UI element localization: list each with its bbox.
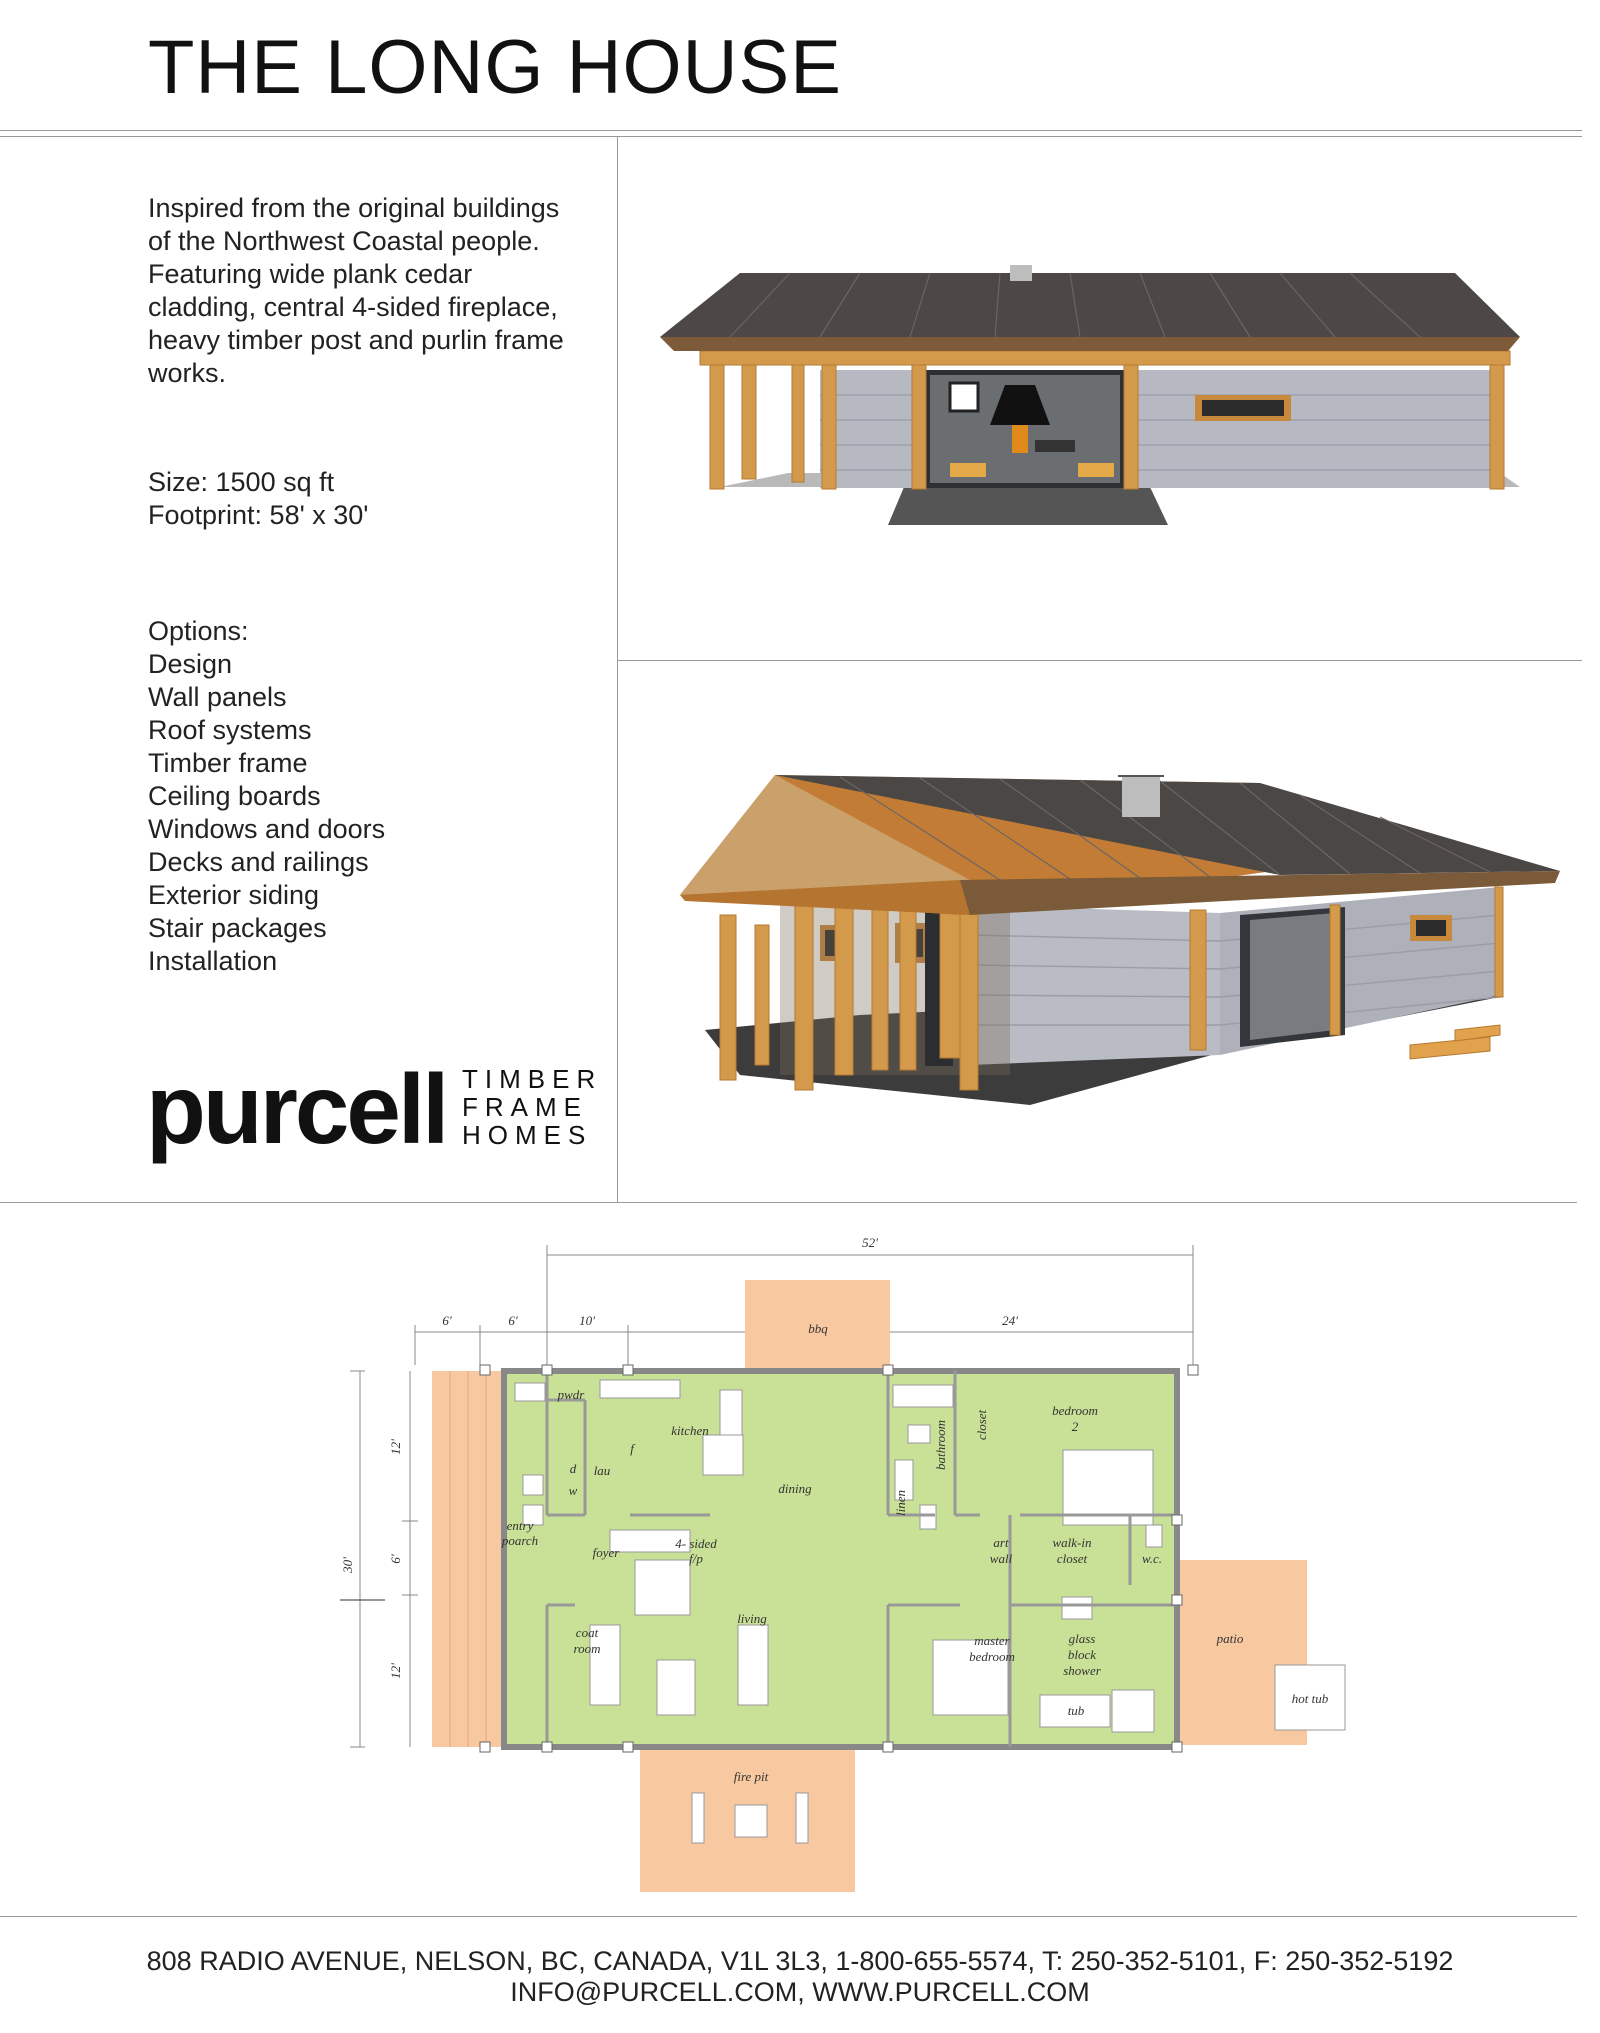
footer-web: INFO@PURCELL.COM, WWW.PURCELL.COM: [510, 1977, 1090, 2007]
room-label: closet: [1056, 1551, 1088, 1566]
plan-rule: [0, 1202, 1577, 1203]
room-label: d: [569, 1461, 577, 1476]
room-label: bathroom: [933, 1419, 948, 1471]
room-label-bedroom-2: bedroom: [1052, 1403, 1098, 1418]
house-render-perspective: [640, 775, 1570, 1115]
page-title: THE LONG HOUSE: [148, 25, 842, 110]
dim-total: 52': [862, 1235, 878, 1250]
dim-label: 12': [388, 1439, 403, 1455]
metal-roof: [660, 273, 1520, 337]
room-label: w: [568, 1483, 578, 1498]
render-divider: [617, 660, 1582, 661]
room-label-master-bedroom: master: [974, 1633, 1010, 1648]
footprint-spec: Footprint: 58' x 30': [148, 500, 369, 530]
description: Inspired from the original buildings of the Northwest Coastal people. Featuring wide plank cedar cladding, central 4-sided fireplace, heavy timber post and purlin frame works.: [148, 193, 564, 388]
room-label: f/p: [689, 1551, 703, 1566]
logo-wordmark: purcell: [146, 1054, 447, 1164]
room-label: pwdr: [557, 1387, 585, 1402]
size-spec: Size: 1500 sq ft: [148, 467, 335, 497]
room-label-dining: dining: [778, 1481, 812, 1496]
footer-rule: [0, 1916, 1577, 1917]
list-item: Decks and railings: [148, 847, 369, 877]
room-label-tub: tub: [1067, 1703, 1085, 1718]
room-label-kitchen: kitchen: [671, 1423, 709, 1438]
house-render-front: [640, 265, 1570, 535]
room-label: f: [630, 1441, 634, 1456]
header-rule-top: [0, 130, 1582, 131]
dim-label: 6': [442, 1313, 452, 1328]
room-label: shower: [1063, 1663, 1101, 1678]
footer-address: 808 RADIO AVENUE, NELSON, BC, CANADA, V1L 3L3, 1-800-655-5574, T: 250-352-5101, F: 250-352-5192: [146, 1946, 1454, 1976]
floor-plan: [340, 1225, 1360, 1915]
room-label: block: [1067, 1647, 1097, 1662]
header-rule-bottom: [0, 136, 1582, 137]
options-list: [148, 615, 385, 978]
room-label-patio: patio: [1216, 1631, 1244, 1646]
list-item: Design: [148, 649, 233, 679]
list-item: Ceiling boards: [148, 781, 321, 811]
room-label-walk-in: walk-in: [1052, 1535, 1092, 1550]
room-label-fireplace: 4- sided: [675, 1536, 717, 1551]
room-label-entry: entry: [506, 1518, 534, 1533]
footer-contact: [0, 1946, 1600, 2008]
options-heading: Options:: [148, 616, 249, 646]
room-label: lau: [593, 1463, 611, 1478]
dim-label: 6': [388, 1554, 403, 1564]
room-label-hot-tub: hot tub: [1291, 1691, 1329, 1706]
list-item: Timber frame: [148, 748, 308, 778]
room-label-living: living: [737, 1611, 767, 1626]
room-label-shower: glass: [1068, 1631, 1096, 1646]
room-label: bedroom: [969, 1649, 1015, 1664]
room-label-fire-pit: fire pit: [733, 1769, 769, 1784]
dim-depth: 30': [340, 1557, 355, 1573]
room-label: 2: [1071, 1419, 1079, 1434]
room-label-foyer: foyer: [592, 1545, 620, 1560]
room-label: linen: [893, 1490, 908, 1516]
list-item: Wall panels: [148, 682, 287, 712]
room-label: poarch: [501, 1533, 539, 1548]
dim-label: 12': [388, 1663, 403, 1679]
list-item: Roof systems: [148, 715, 312, 745]
list-item: Exterior siding: [148, 880, 320, 910]
room-label-art-wall: art: [993, 1535, 1009, 1550]
room-label-coat-room: coat: [575, 1625, 599, 1640]
list-item: Installation: [148, 946, 278, 976]
room-label: wall: [989, 1551, 1013, 1566]
specs: [148, 466, 368, 532]
list-item: Stair packages: [148, 913, 327, 943]
room-label: closet: [974, 1409, 989, 1441]
dim-label: 6': [508, 1313, 518, 1328]
room-label-wc: w.c.: [1142, 1551, 1162, 1566]
room-label: room: [573, 1641, 601, 1656]
dim-label: 10': [579, 1313, 595, 1328]
terrace-shape: [888, 487, 1168, 525]
dim-label: 24': [1002, 1313, 1018, 1328]
column-divider: [617, 137, 618, 1202]
list-item: Windows and doors: [148, 814, 386, 844]
logo-tagline: TIMBER FRAME HOMES: [462, 1064, 603, 1150]
room-label-bbq: bbq: [808, 1321, 828, 1336]
